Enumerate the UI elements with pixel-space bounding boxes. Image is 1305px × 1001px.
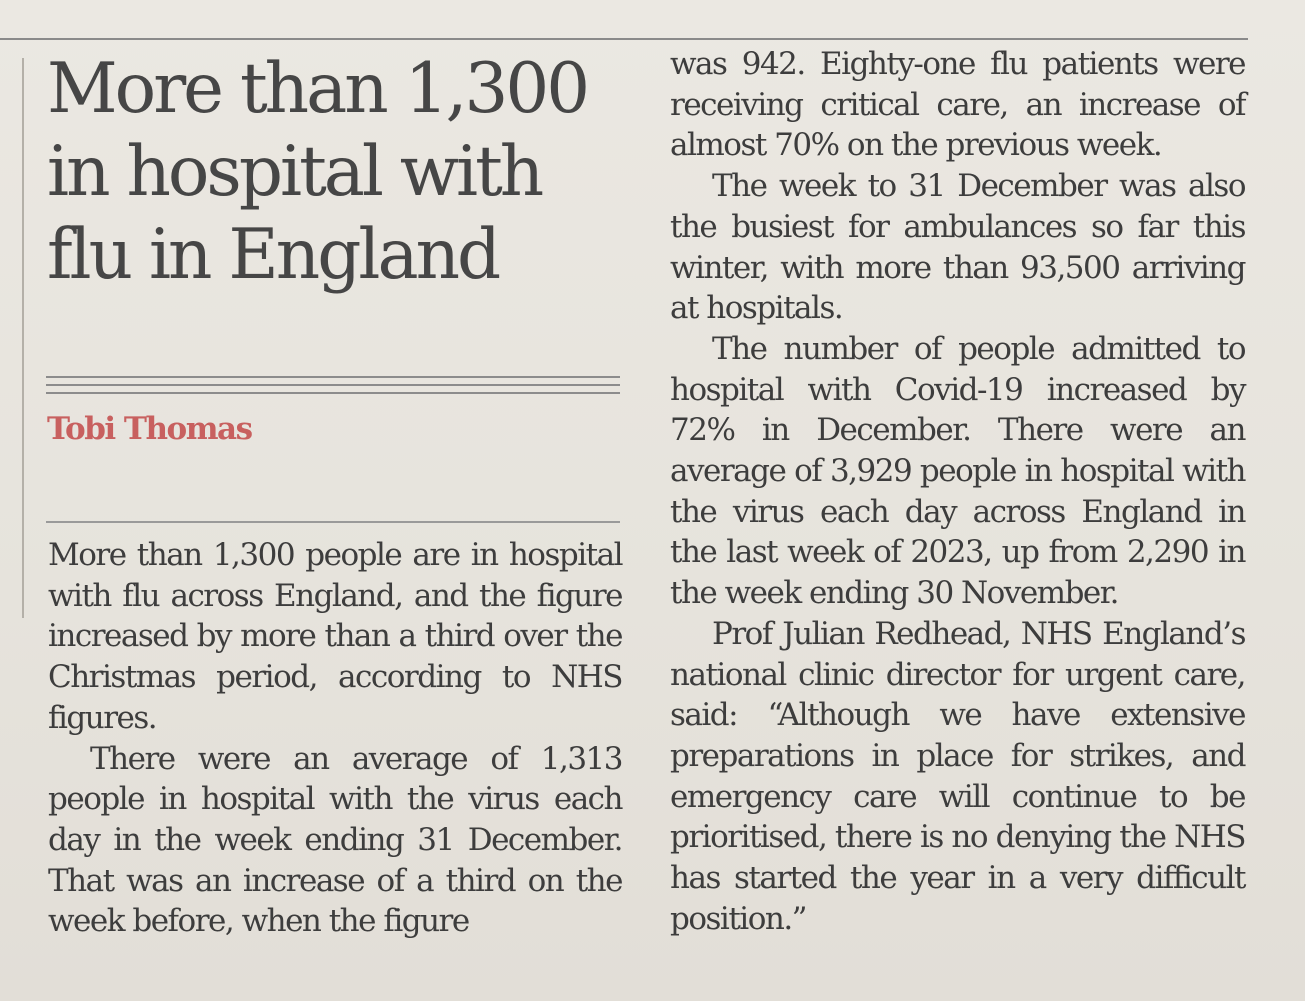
article-column-left [48,535,622,942]
paragraph: There were an average of 1,313 people in hospital with the virus each day in the week ending 31 December. That was an increase of a third on the week before, when the figure [48,740,622,940]
paragraph: was 942. Eighty-one flu patients were receiving critical care, an increase of almost 70% on the previous week. [670,46,1245,164]
paragraph: The number of people admitted to hospital with Covid-19 increased by 72% in December. There were an average of 3,929 people in hospital with the virus each day across England in the last week of 2023, up from 2,290 in the week ending 30 November. [670,330,1245,612]
top-rule [0,38,1248,40]
paragraph: More than 1,300 people are in hospital with flu across England, and the figure increased by more than a third over the Christmas period, according to NHS figures. [48,537,622,736]
body-divider [46,521,620,523]
headline: More than 1,300 in hospital with flu in England [47,49,588,295]
paragraph: The week to 31 December was also the busiest for ambulances so far this winter, with more than 93,500 arriving at hospitals. [670,168,1245,327]
byline: Tobi Thomas [47,411,252,447]
article-column-right [670,44,1245,939]
left-column-rule [22,58,24,618]
paragraph: Prof Julian Redhead, NHS England’s national clinic director for urgent care, said: “Although we have extensive preparations in place for strikes, and emergency care will continue to be prioritised, there is no denying the NHS has started the year in a very difficult position.” [670,615,1245,937]
headline-divider [46,376,620,402]
